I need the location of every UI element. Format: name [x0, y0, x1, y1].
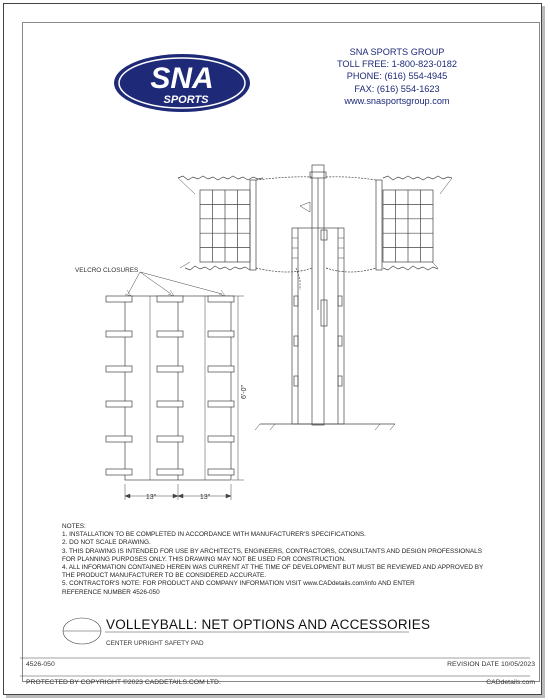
- drawing-subtitle: CENTER UPRIGHT SAFETY PAD: [106, 640, 204, 647]
- logo-text-sports: SPORTS: [163, 94, 209, 106]
- note-line: 5. CONTRACTOR'S NOTE: FOR PRODUCT AND COMPANY INFORMATION VISIT www.CADdetails.com/info AND ENTER: [62, 580, 415, 588]
- notes-heading: NOTES:: [62, 523, 86, 530]
- drawing-title: VOLLEYBALL: NET OPTIONS AND ACCESSORIES: [106, 617, 431, 632]
- note-line: 4. ALL INFORMATION CONTAINED HEREIN WAS CURRENT AT THE TIME OF DEVELOPMENT BUT MUST BE REVIEWED AND APPROVED BY: [62, 564, 484, 572]
- website-link[interactable]: www.snasportsgroup.com: [344, 95, 450, 106]
- note-line: FOR PLANNING PURPOSES ONLY. THIS DRAWING MAY NOT BE USED FOR CONSTRUCTION.: [62, 555, 346, 563]
- fax: FAX: (616) 554-1623: [354, 83, 440, 94]
- safety-pad-flat: [125, 296, 231, 480]
- velcro-label: VELCRO CLOSURES: [75, 267, 139, 274]
- net-chains: [256, 177, 376, 290]
- note-line: 2. DO NOT SCALE DRAWING.: [62, 539, 151, 547]
- height-dimension: 6'-0": [241, 385, 248, 399]
- copyright-notice: PROTECTED BY COPYRIGHT ©2023 CADDETAILS.COM LTD.: [26, 679, 221, 686]
- width-dimension-left: 13": [145, 494, 157, 501]
- note-line: 3. THIS DRAWING IS INTENDED FOR USE BY ARCHITECTS, ENGINEERS, CONTRACTORS, CONSULTANTS AND DESIGN PROFESSIONALS: [62, 547, 482, 555]
- company-name: SNA SPORTS GROUP: [349, 47, 445, 57]
- notes-section: [62, 523, 483, 597]
- net-right: [376, 176, 452, 270]
- revision-date: REVISION DATE 10/05/2023: [447, 661, 535, 668]
- logo-text-sna: SNA: [150, 62, 214, 95]
- note-line: 1. INSTALLATION TO BE COMPLETED IN ACCORDANCE WITH MANUFACTURER'S SPECIFICATIONS.: [62, 531, 366, 539]
- velcro-leaders: [125, 272, 225, 296]
- toll-free: TOLL FREE: 1-800-823-0182: [336, 59, 457, 70]
- phone: PHONE: (616) 554-4945: [346, 71, 448, 82]
- drawing-number: 4526-050: [26, 661, 55, 668]
- caddetails-link[interactable]: CADdetails.com: [486, 679, 535, 686]
- center-upright: [292, 165, 344, 425]
- width-dimension-right: 13": [199, 494, 211, 501]
- note-line: THE PRODUCT MANUFACTURER TO BE CONSIDERED ACCURATE.: [62, 572, 267, 580]
- net-left: [178, 176, 263, 270]
- note-line: REFERENCE NUMBER 4526-050: [62, 588, 160, 596]
